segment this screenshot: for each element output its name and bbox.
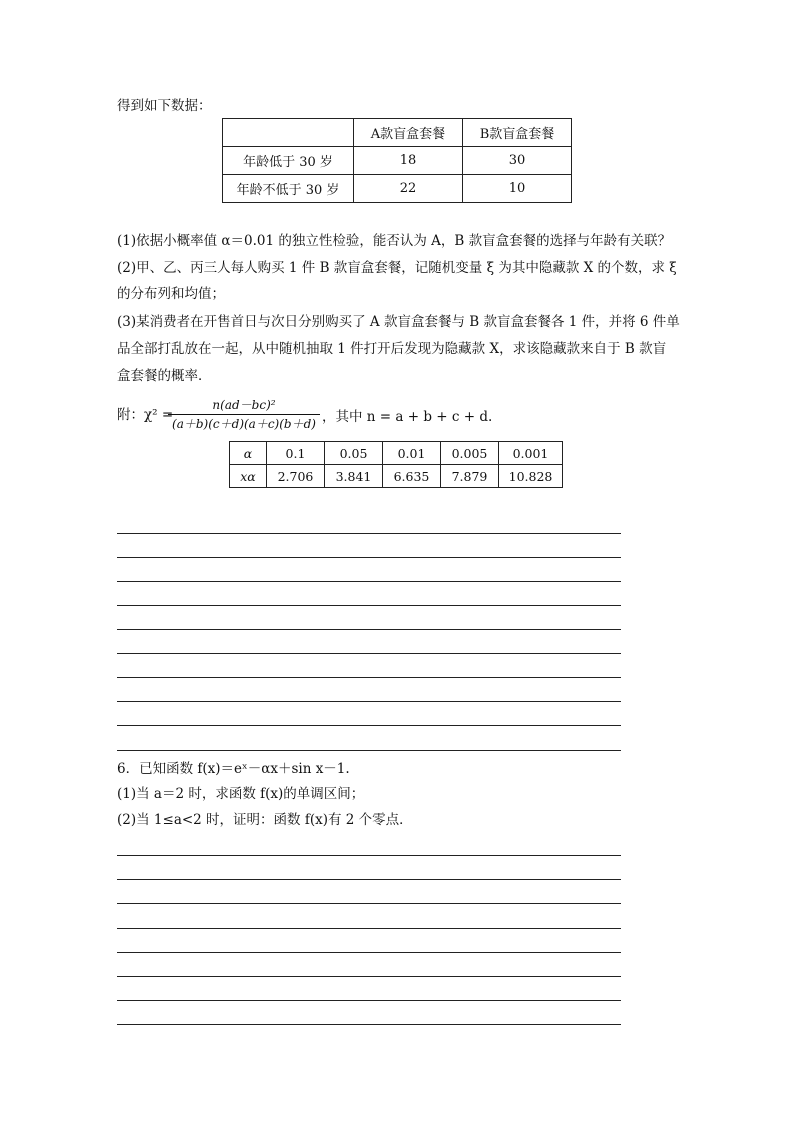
answer-line — [117, 653, 621, 654]
table-cell: 0.001 — [499, 442, 563, 465]
formula-suffix: ，其中 n = a + b + c + d. — [322, 409, 493, 425]
answer-line — [117, 903, 621, 904]
table-header-row — [223, 119, 572, 147]
table-header-cell: A款盲盒套餐 — [354, 119, 463, 147]
table-cell: 18 — [354, 147, 463, 175]
table-row — [230, 465, 563, 488]
question-3-line-2: 品全部打乱放在一起，从中随机抽取 1 件打开后发现为隐藏款 X，求该隐藏款来自于 B 款盲 — [117, 341, 667, 357]
question-3-line-3: 盒套餐的概率． — [117, 368, 212, 384]
table-cell — [223, 119, 354, 147]
formula-prefix: 附：χ² = — [117, 407, 174, 423]
answer-line — [117, 879, 621, 880]
table-cell: 7.879 — [441, 465, 499, 488]
answer-line — [117, 629, 621, 630]
table-cell: 0.1 — [267, 442, 325, 465]
answer-line — [117, 701, 621, 702]
answer-line — [117, 855, 621, 856]
data-table — [222, 118, 572, 203]
critical-value-table — [229, 441, 563, 488]
table-cell: 2.706 — [267, 465, 325, 488]
problem-6-title: 6．已知函数 f(x)＝eˣ－αx＋sin x－1. — [117, 761, 350, 777]
fraction-bar — [168, 414, 320, 415]
chi-square-fraction — [168, 397, 320, 432]
answer-line — [117, 976, 621, 977]
answer-line — [117, 1000, 621, 1001]
table-cell: 10.828 — [499, 465, 563, 488]
table-row-label: α — [230, 442, 267, 465]
answer-line — [117, 605, 621, 606]
table-cell: 0.01 — [383, 442, 441, 465]
table-row — [223, 147, 572, 175]
answer-line — [117, 677, 621, 678]
answer-line — [117, 557, 621, 558]
table-row — [223, 175, 572, 203]
table-cell: 6.635 — [383, 465, 441, 488]
table-cell: 10 — [463, 175, 572, 203]
intro-text: 得到如下数据： — [117, 98, 212, 114]
answer-line — [117, 952, 621, 953]
answer-line — [117, 725, 621, 726]
table-cell: 0.05 — [325, 442, 383, 465]
answer-line — [117, 1024, 621, 1025]
table-row-label: xα — [230, 465, 267, 488]
table-cell: 年龄低于 30 岁 — [223, 147, 354, 175]
question-3-line-1: (3)某消费者在开售首日与次日分别购买了 A 款盲盒套餐与 B 款盲盒套餐各 1 件，并将 6 件单 — [117, 314, 680, 330]
fraction-denominator: (a＋b)(c＋d)(a＋c)(b＋d) — [172, 417, 316, 431]
table-cell: 0.005 — [441, 442, 499, 465]
answer-line — [117, 533, 621, 534]
table-header-cell: B款盲盒套餐 — [463, 119, 572, 147]
question-2-line-1: (2)甲、乙、丙三人每人购买 1 件 B 款盲盒套餐，记随机变量 ξ 为其中隐藏款 X 的个数，求 ξ — [117, 260, 677, 276]
table-cell: 3.841 — [325, 465, 383, 488]
problem-6-question-1: (1)当 a＝2 时，求函数 f(x)的单调区间； — [117, 786, 365, 802]
question-1: (1)依据小概率值 α＝0.01 的独立性检验，能否认为 A，B 款盲盒套餐的选择与年龄有关联？ — [117, 233, 672, 249]
answer-line — [117, 581, 621, 582]
table-cell: 年龄不低于 30 岁 — [223, 175, 354, 203]
table-row — [230, 442, 563, 465]
answer-line — [117, 928, 621, 929]
table-cell: 22 — [354, 175, 463, 203]
answer-line — [117, 750, 621, 751]
question-2-line-2: 的分布列和均值； — [117, 286, 225, 302]
table-cell: 30 — [463, 147, 572, 175]
fraction-numerator: n(ad－bc)² — [212, 398, 276, 412]
problem-6-question-2: (2)当 1≤a<2 时，证明：函数 f(x)有 2 个零点． — [117, 812, 413, 828]
